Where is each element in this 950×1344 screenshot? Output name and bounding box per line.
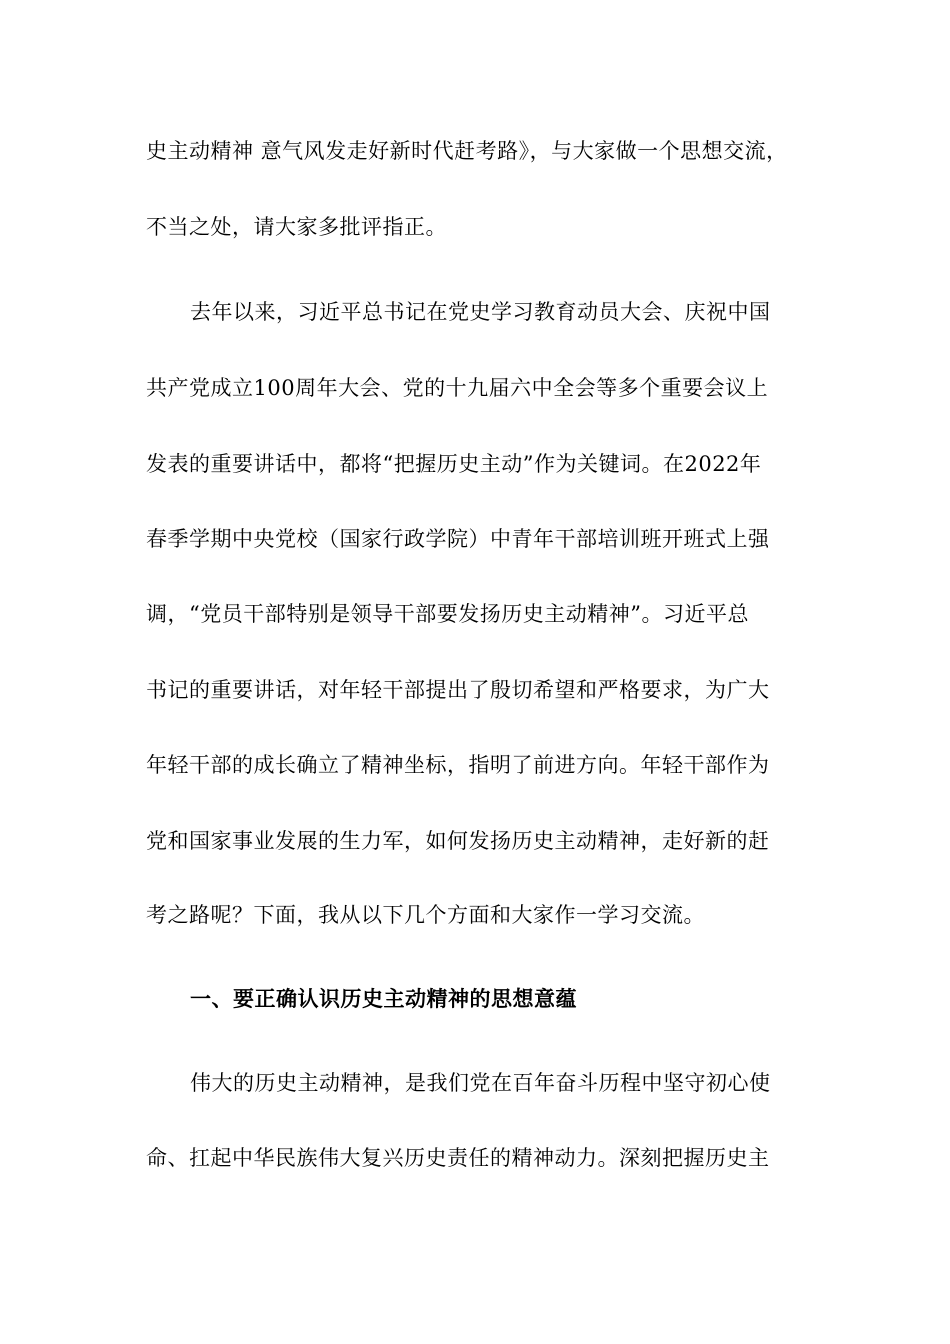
paragraph-line: 考之路呢？下面，我从以下几个方面和大家作一学习交流。 xyxy=(146,903,705,927)
paragraph-line: 发表的重要讲话中，都将“把握历史主动”作为关键词。在2022年 xyxy=(146,452,762,476)
paragraph-line: 调，“党员干部特别是领导干部要发扬历史主动精神”。习近平总 xyxy=(146,602,749,626)
paragraph-line: 去年以来，习近平总书记在党史学习教育动员大会、庆祝中国 xyxy=(190,300,771,324)
section-heading: 一、要正确认识历史主动精神的思想意蕴 xyxy=(190,986,577,1011)
paragraph-line: 史主动精神 意气风发走好新时代赶考路》，与大家做一个思想交流， xyxy=(146,139,788,163)
paragraph-line: 年轻干部的成长确立了精神坐标，指明了前进方向。年轻干部作为 xyxy=(146,753,770,777)
paragraph-line: 党和国家事业发展的生力军，如何发扬历史主动精神，走好新的赶 xyxy=(146,829,770,853)
paragraph-line: 共产党成立100周年大会、党的十九届六中全会等多个重要会议上 xyxy=(146,376,769,400)
paragraph-line: 春季学期中央党校（国家行政学院）中青年干部培训班开班式上强 xyxy=(146,527,770,551)
paragraph-line: 不当之处，请大家多批评指正。 xyxy=(146,215,447,239)
paragraph-line: 命、扛起中华民族伟大复兴历史责任的精神动力。深刻把握历史主 xyxy=(146,1146,770,1170)
paragraph-line: 书记的重要讲话，对年轻干部提出了殷切希望和严格要求，为广大 xyxy=(146,678,770,702)
paragraph-line: 伟大的历史主动精神，是我们党在百年奋斗历程中坚守初心使 xyxy=(190,1071,771,1095)
